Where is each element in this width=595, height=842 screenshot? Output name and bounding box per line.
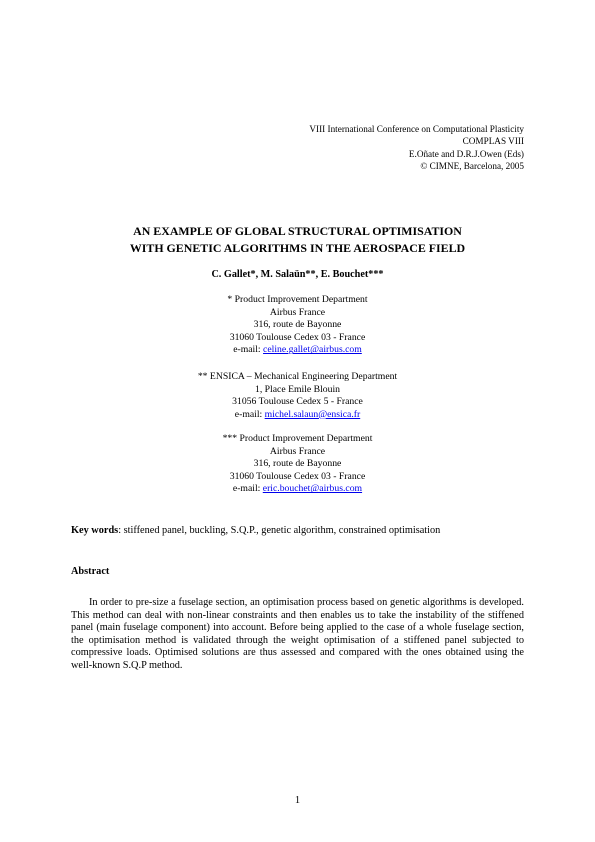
email-prefix: e-mail: — [233, 344, 264, 356]
affiliation-line: Airbus France — [269, 306, 326, 318]
keywords-label: Key words — [71, 525, 119, 536]
email-line — [0, 344, 595, 357]
email-link-gallet[interactable]: celine.gallet@airbus.com — [263, 344, 362, 356]
conference-copyright: © CIMNE, Barcelona, 2005 — [420, 160, 524, 171]
conference-header — [309, 123, 524, 172]
email-line — [0, 409, 595, 422]
affiliation-line: 31060 Toulouse Cedex 03 - France — [229, 470, 366, 482]
affiliation-line: * Product Improvement Department — [227, 294, 368, 305]
email-prefix: e-mail: — [234, 408, 265, 420]
title-line-2: WITH GENETIC ALGORITHMS IN THE AEROSPACE FIELD — [129, 241, 466, 255]
affiliation-line: 1, Place Emile Blouin — [254, 383, 341, 395]
email-prefix: e-mail: — [232, 483, 263, 495]
affiliation-line: Airbus France — [269, 445, 326, 457]
affiliation-line: 31060 Toulouse Cedex 03 - France — [229, 331, 366, 343]
email-line — [0, 483, 595, 496]
affiliation-3 — [0, 433, 595, 496]
keywords-paragraph — [71, 524, 531, 537]
affiliation-2 — [0, 371, 595, 421]
conference-acronym: COMPLAS VIII — [462, 136, 524, 147]
affiliation-line: *** Product Improvement Department — [222, 433, 373, 444]
affiliation-line: ** ENSICA – Mechanical Engineering Department — [197, 371, 398, 382]
email-link-bouchet[interactable]: eric.bouchet@airbus.com — [262, 483, 363, 495]
keywords-text: : stiffened panel, buckling, S.Q.P., genetic algorithm, constrained optimisation — [118, 525, 441, 536]
affiliation-line: 31056 Toulouse Cedex 5 - France — [232, 396, 363, 408]
page-number: 1 — [294, 795, 301, 806]
conference-name: VIII International Conference on Computational Plasticity — [309, 124, 524, 134]
abstract-heading: Abstract — [71, 566, 110, 577]
abstract-text: In order to pre-size a fuselage section, an optimisation process based on genetic algorithms is developed. This method can deal with non-linear constraints and then enables us to take the instability of the stiffened panel (main fuselage component) into account. Before being applied to the case of a whole fuselage section, the optimisation method is validated through the weight optimisation of a stiffened panel subjected to compressive loads. Optimised solutions are thus assessed and compared with the ones obtained using the well-known S.Q.P method. — [71, 597, 524, 671]
affiliation-line: 316, route de Bayonne — [253, 319, 342, 331]
affiliation-1 — [0, 294, 595, 357]
email-link-salaun[interactable]: michel.salaun@ensica.fr — [264, 408, 361, 420]
conference-editors: E.Oñate and D.R.J.Owen (Eds) — [408, 148, 524, 159]
affiliation-line: 316, route de Bayonne — [253, 458, 342, 470]
author-list: C. Gallet*, M. Salaün**, E. Bouchet*** — [211, 269, 384, 280]
paper-title — [0, 223, 595, 257]
title-line-1: AN EXAMPLE OF GLOBAL STRUCTURAL OPTIMISATION — [133, 224, 462, 238]
